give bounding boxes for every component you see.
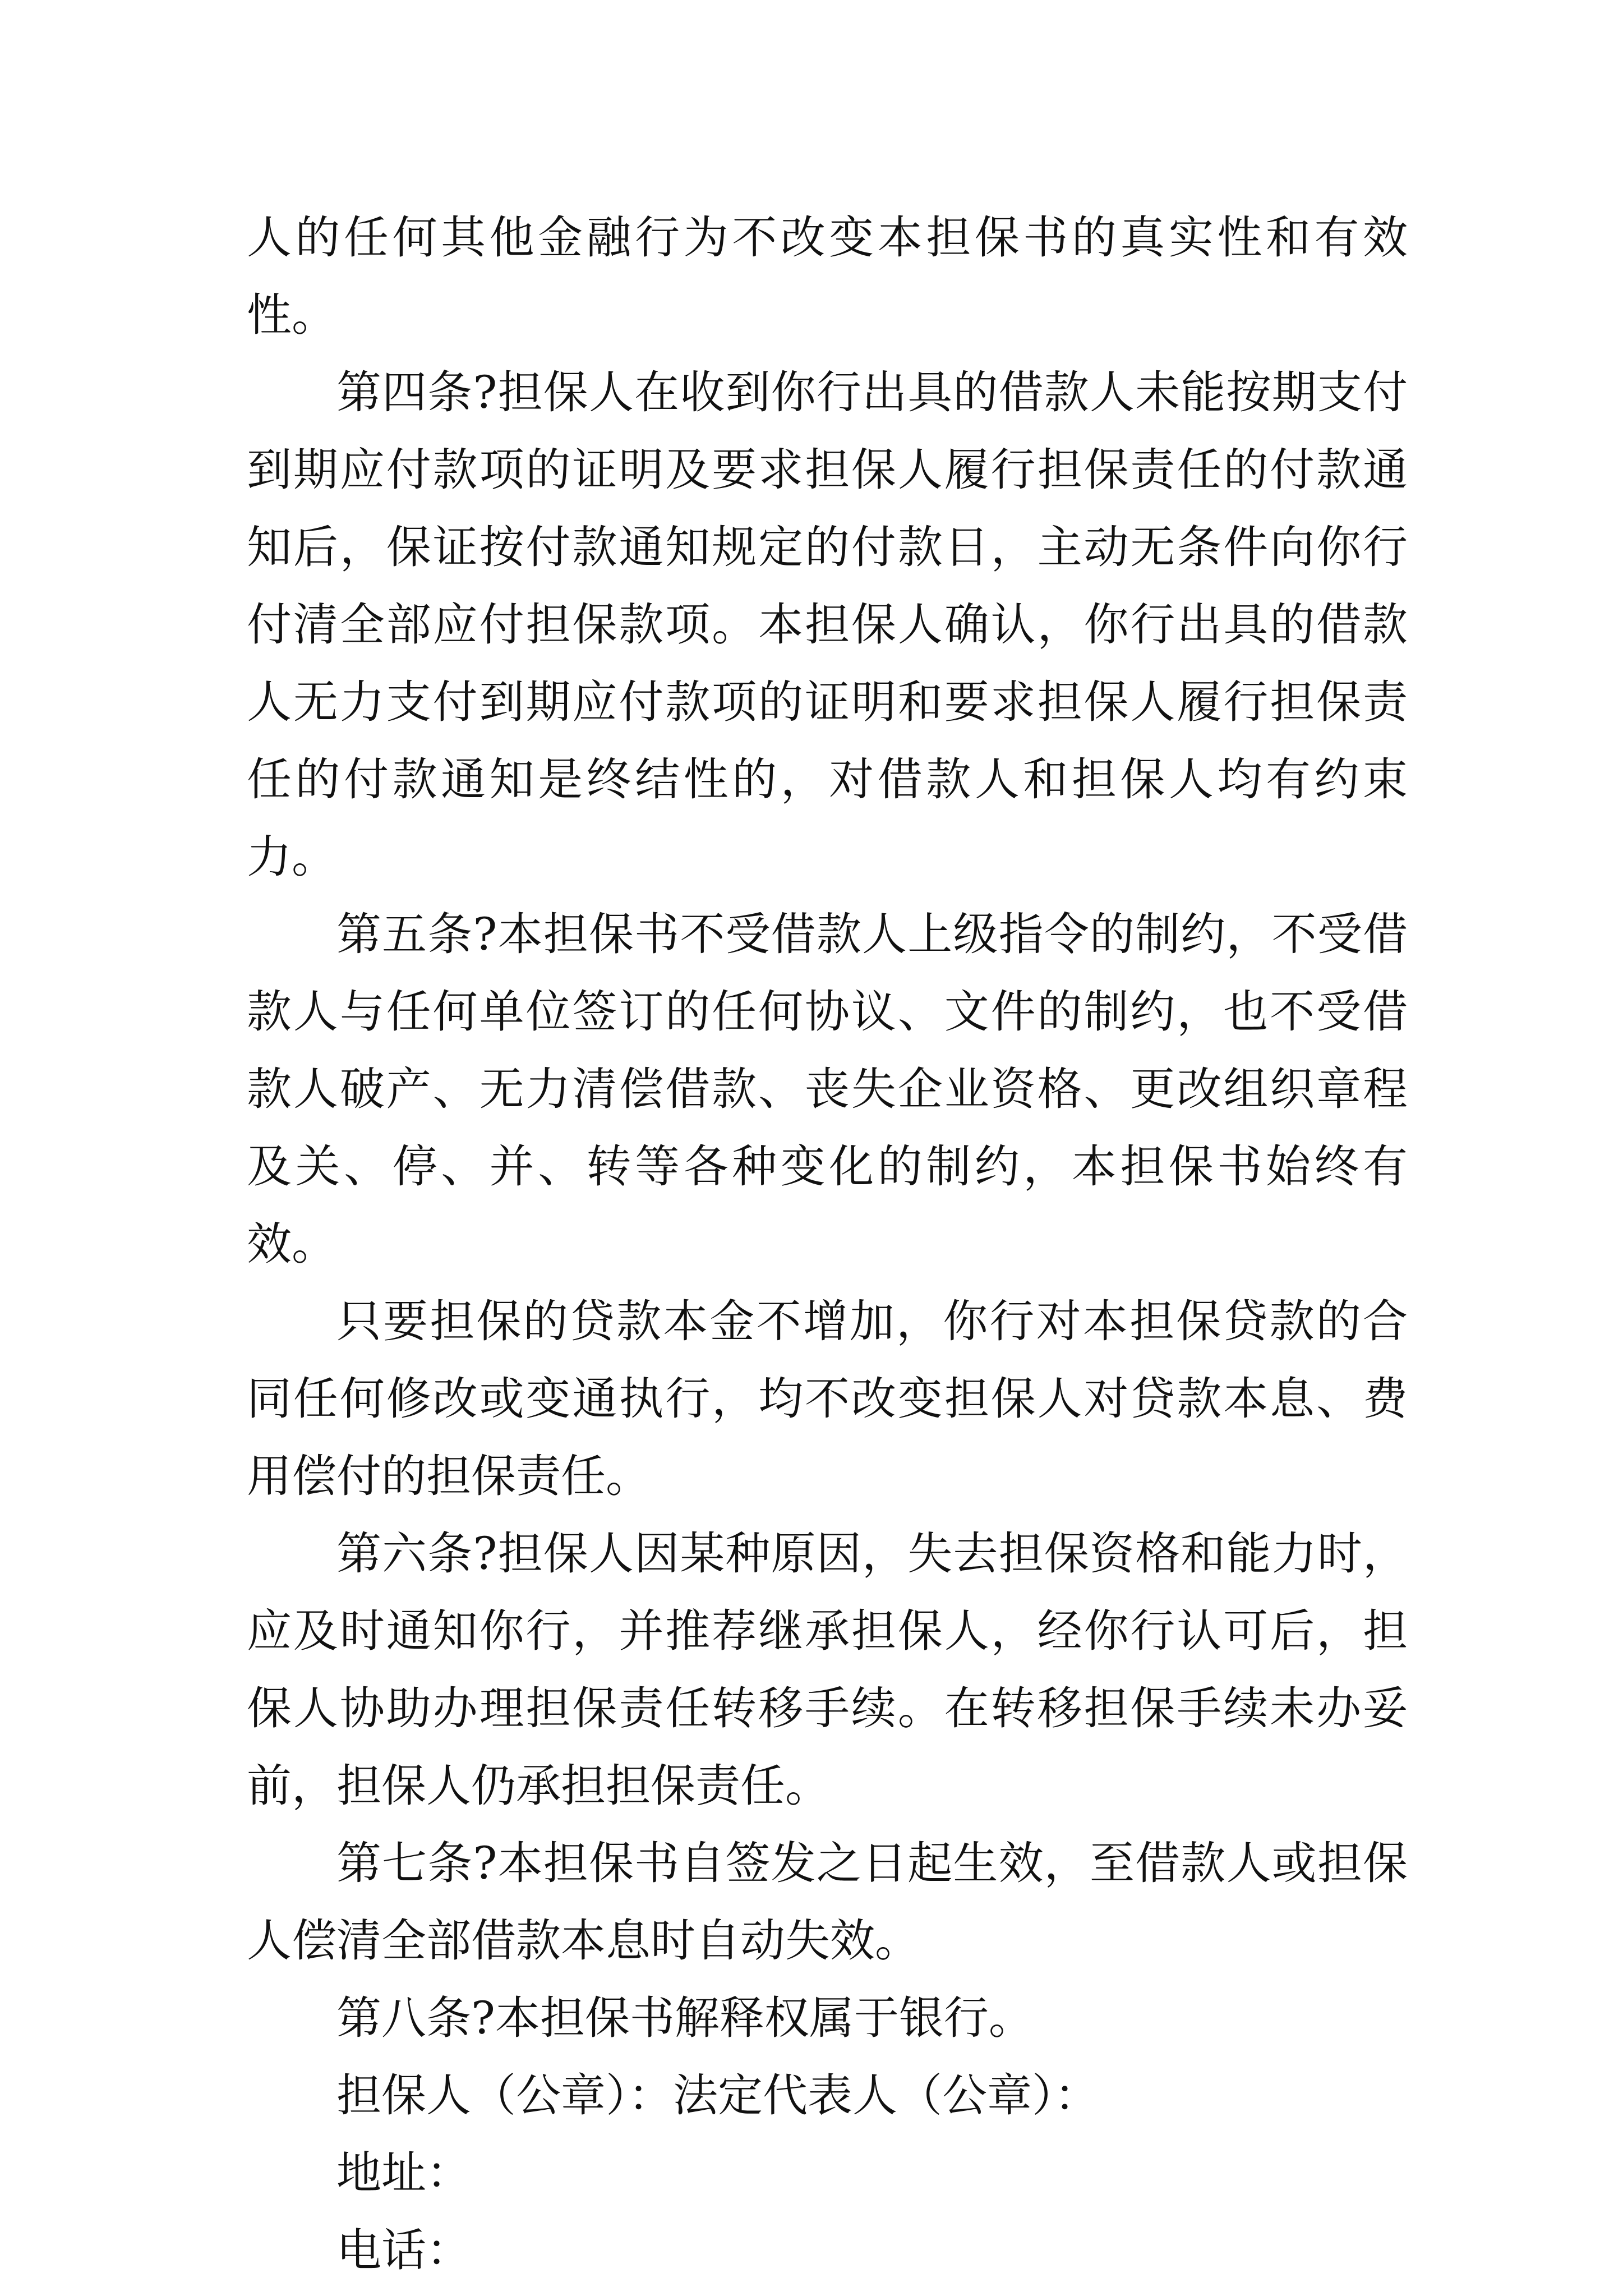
address-line: 地址： — [336, 2147, 471, 2199]
paragraph-article-4: 第四条?担保人在收到你行出具的借款人未能按期支付到期应付款项的证明及要求担保人履行担保责任的付款通知后，保证按付款通知规定的付款日，主动无条件向你行付清全部应付担保款项。本担保人确认，你行出具的借款人无力支付到期应付款项的证明和要求担保人履行担保责任的付款通知是终结性的，对借款人和担保人均有约束力。 — [247, 366, 1408, 883]
paragraph-article-6: 第六条?担保人因某种原因，失去担保资格和能力时，应及时通知你行，并推荐继承担保人，经你行认可后，担保人协助办理担保责任转移手续。在转移担保手续未办妥前，担保人仍承担担保责任。 — [247, 1527, 1408, 1812]
paragraph-article-8: 第八条?本担保书解释权属于银行。 — [336, 1992, 1034, 2044]
guarantor-seal-line: 担保人（公章）：法定代表人（公章）： — [336, 2069, 1099, 2122]
paragraph-article-7: 第七条?本担保书自签发之日起生效，至借款人或担保人偿清全部借款本息时自动失效。 — [247, 1837, 1408, 1967]
document-body — [247, 199, 1408, 2289]
paragraph-principal-clause: 只要担保的贷款本金不增加，你行对本担保贷款的合同任何修改或变通执行，均不改变担保人对贷款本息、费用偿付的担保责任。 — [247, 1295, 1408, 1502]
paragraph-continuation: 人的任何其他金融行为不改变本担保书的真实性和有效性。 — [247, 211, 1408, 341]
phone-line: 电话： — [336, 2224, 471, 2276]
paragraph-article-5: 第五条?本担保书不受借款人上级指令的制约，不受借款人与任何单位签订的任何协议、文件的制约，也不受借款人破产、无力清偿借款、丧失企业资格、更改组织章程及关、停、并、转等各种变化的制约，本担保书始终有效。 — [247, 908, 1408, 1270]
